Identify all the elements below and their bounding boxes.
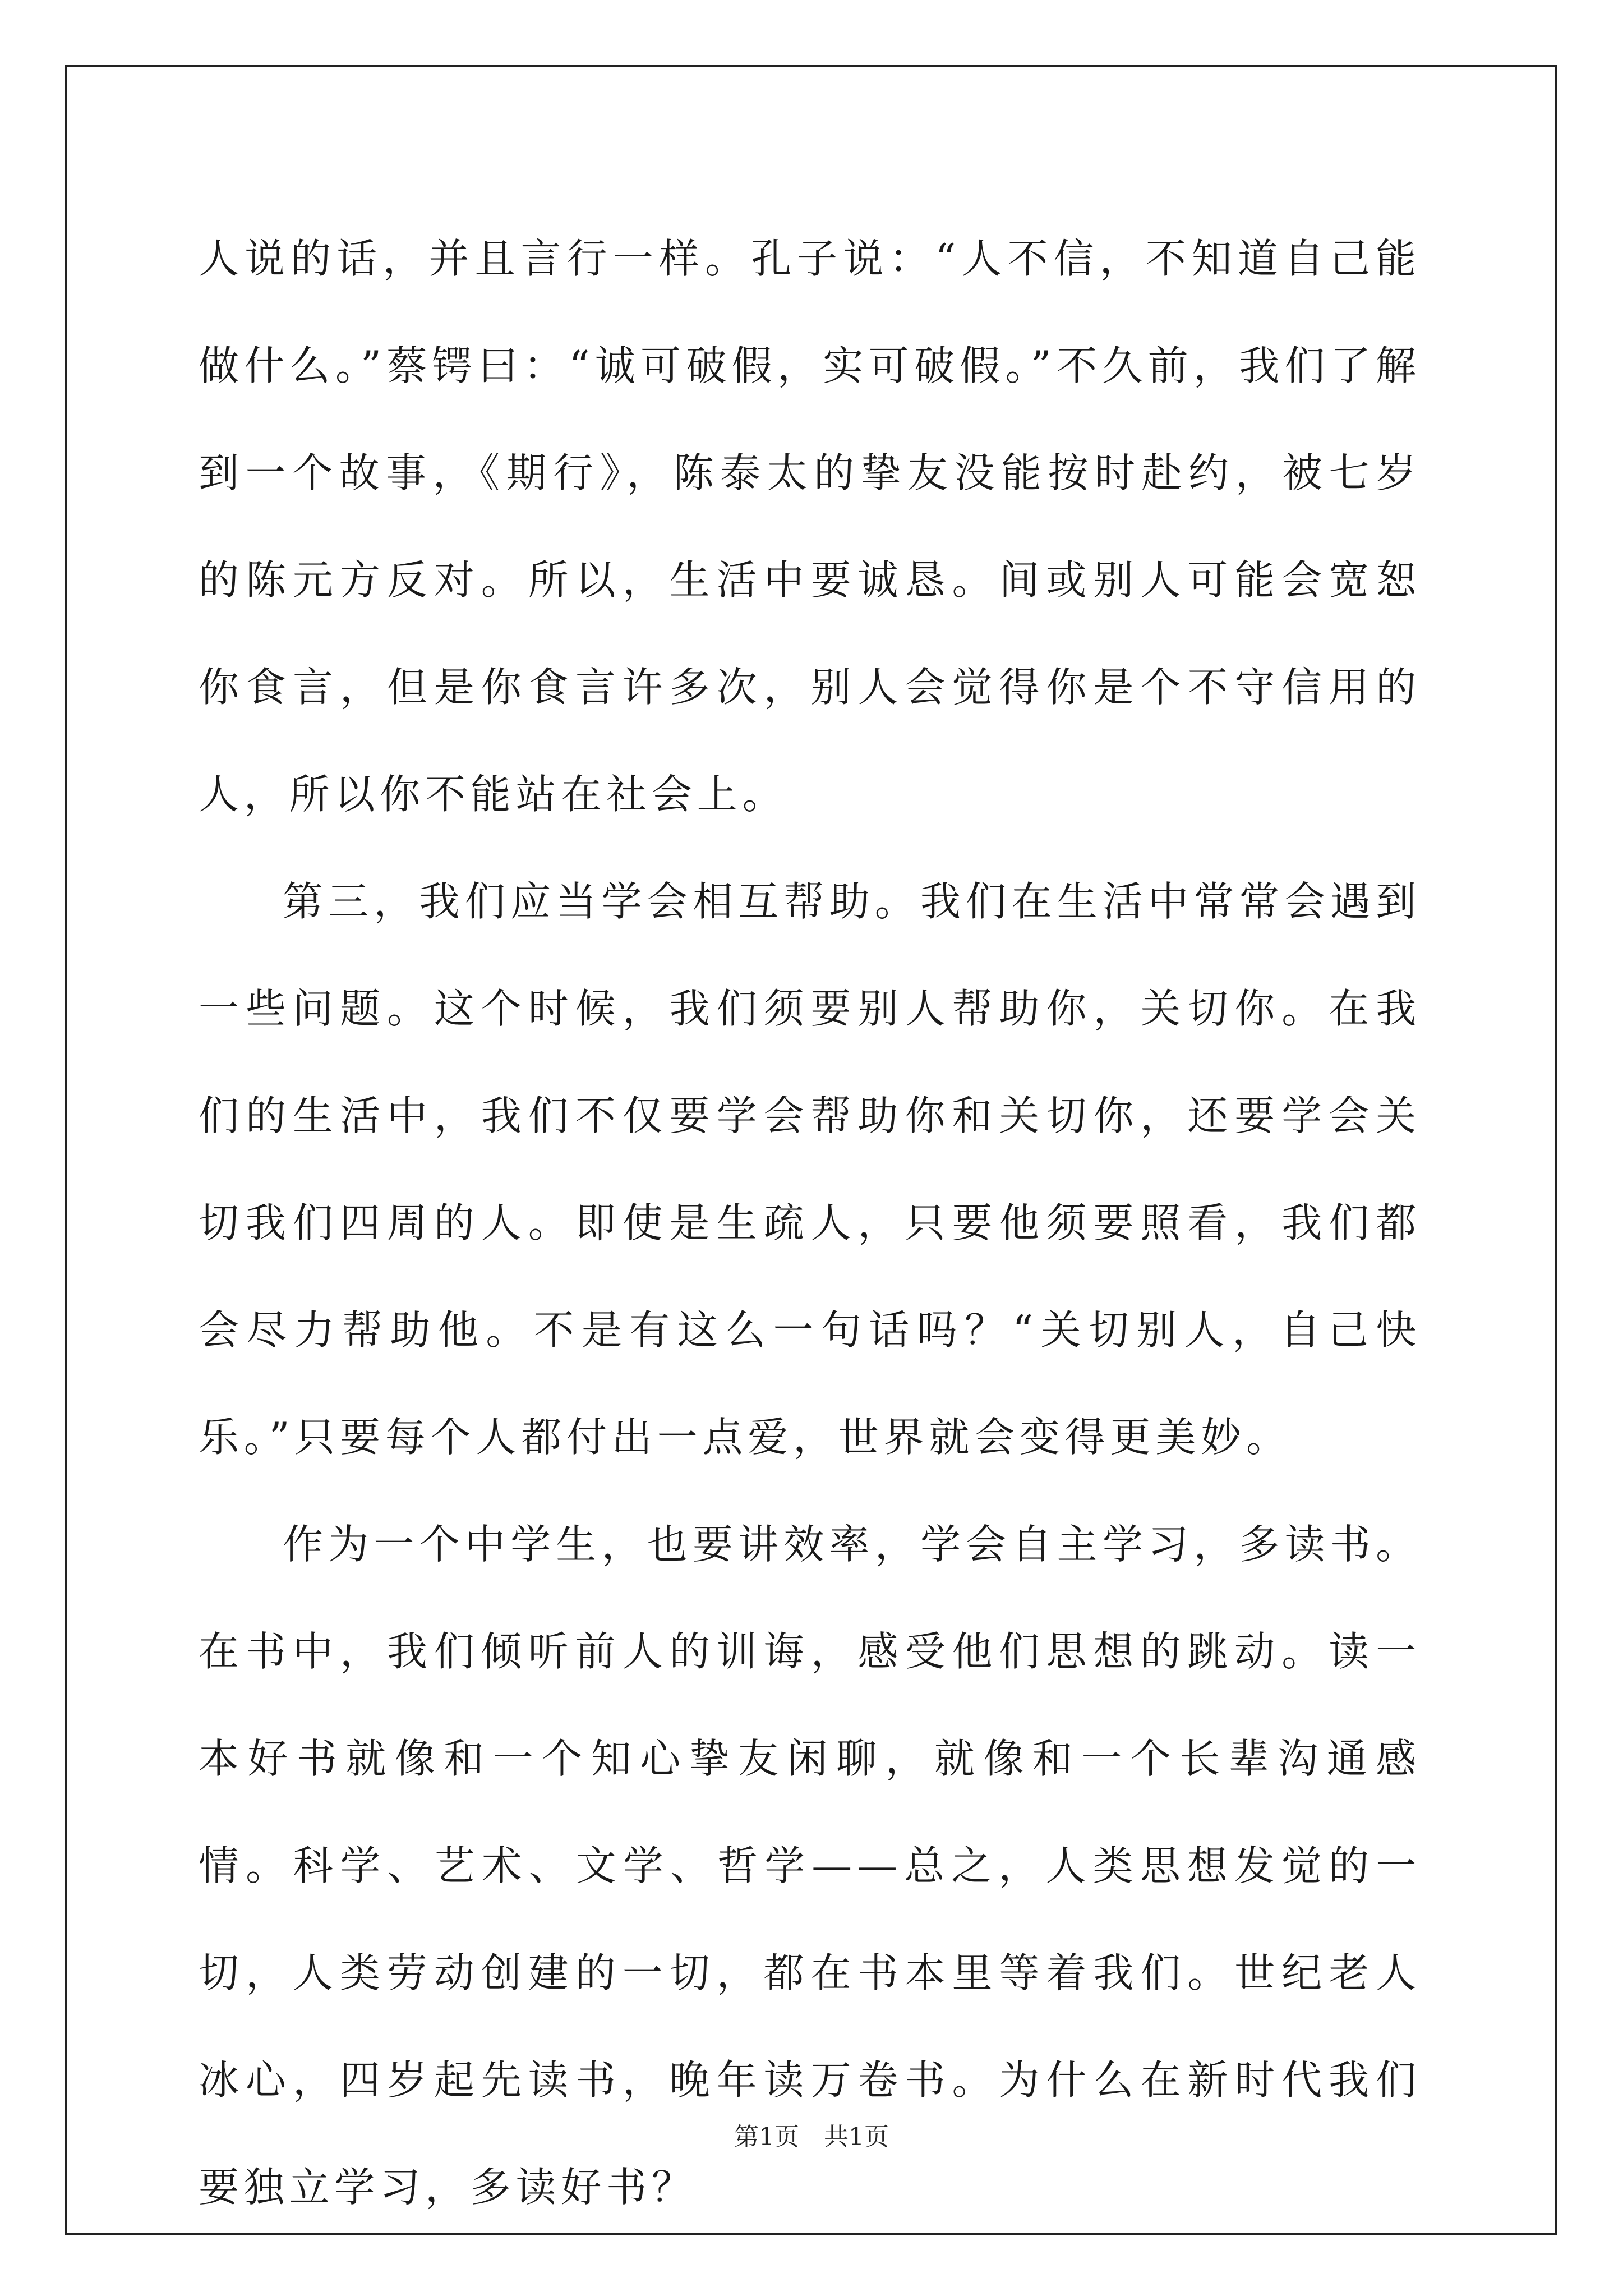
document-body <box>199 205 1421 2241</box>
paragraph-2: 第三，我们应当学会相互帮助。我们在生活中常常会遇到一些问题。这个时候，我们须要别人帮助你，关切你。在我们的生活中，我们不仅要学会帮助你和关切你，还要学会关切我们四周的人。即使是生疏人，只要他须要照看，我们都会尽力帮助他。不是有这么一句话吗？“关切别人，自己快乐。”只要每个人都付出一点爱，世界就会变得更美妙。 <box>199 878 1421 1461</box>
page-number-footer: 第1页 共1页 <box>734 2123 889 2151</box>
paragraph-3: 作为一个中学生，也要讲效率，学会自主学习，多读书。在书中，我们倾听前人的训诲，感受他们思想的跳动。读一本好书就像和一个知心挚友闲聊，就像和一个长辈沟通感情。科学、艺术、文学、哲学——总之，人类思想发觉的一切，人类劳动创建的一切，都在书本里等着我们。世纪老人冰心，四岁起先读书，晚年读万卷书。为什么在新时代我们要独立学习，多读好书？ <box>199 1521 1421 2211</box>
paragraph-1: 人说的话，并且言行一样。孔子说：“人不信，不知道自己能做什么。”蔡锷曰：“诚可破假，实可破假。”不久前，我们了解到一个故事，《期行》，陈泰太的挚友没能按时赴约，被七岁的陈元方反对。所以，生活中要诚恳。间或别人可能会宽恕你食言，但是你食言许多次，别人会觉得你是个不守信用的人，所以你不能站在社会上。 <box>199 235 1421 818</box>
